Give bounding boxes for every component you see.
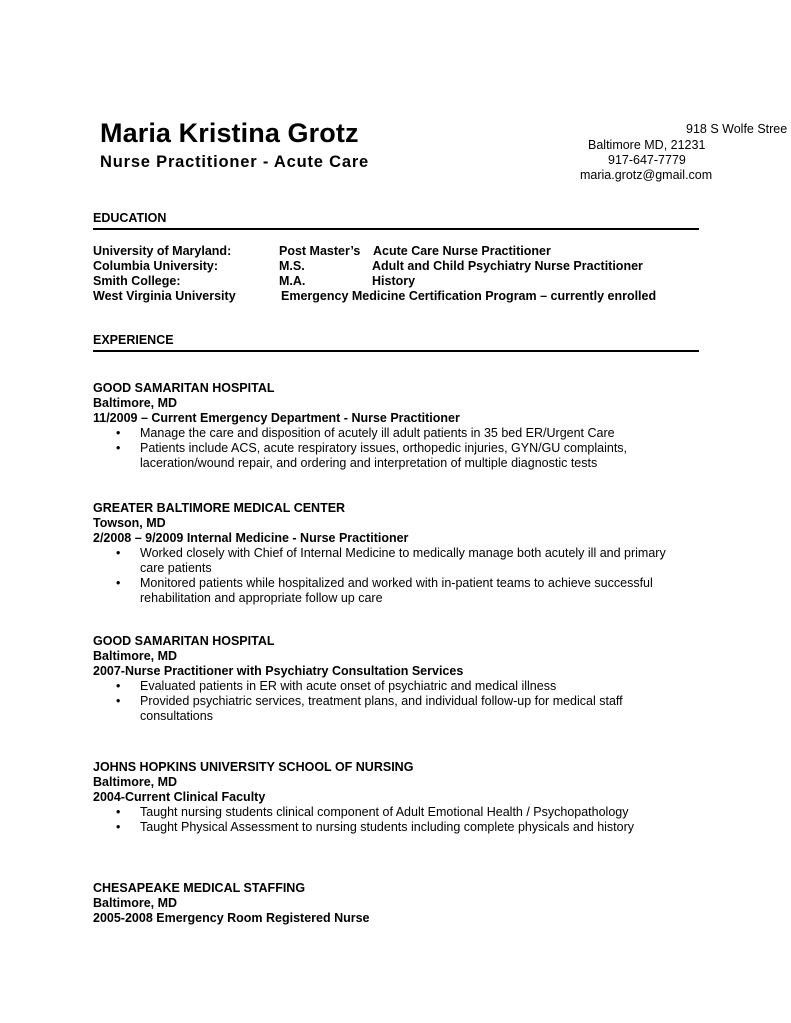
list-item <box>93 426 670 441</box>
job-entry <box>93 381 670 471</box>
phone-number: 917-647-7779 <box>608 153 686 167</box>
bullet-icon: • <box>116 441 121 455</box>
job-bullets <box>93 805 670 835</box>
bullet-icon: • <box>116 694 121 708</box>
field-of-study: History <box>372 274 416 288</box>
education-heading: EDUCATION <box>93 211 167 225</box>
degree: M.S. <box>279 259 305 273</box>
education-row <box>93 259 713 274</box>
job-bullets <box>93 679 670 724</box>
job-entry <box>93 881 370 926</box>
bullet-text: Provided psychiatric services, treatment plans, and individual follow-up for medical staff consultations <box>140 694 623 723</box>
employer-name: GOOD SAMARITAN HOSPITAL <box>93 634 275 648</box>
job-entry <box>93 501 670 606</box>
experience-divider <box>93 350 699 352</box>
bullet-text: Patients include ACS, acute respiratory issues, orthopedic injuries, GYN/GU complaints, laceration/wound repair, and ordering and interpretation of multiple diagnostic tests <box>140 441 628 470</box>
bullet-text: Monitored patients while hospitalized and worked with in-patient teams to achieve successful rehabilitation and appropriate follow up care <box>140 576 653 605</box>
bullet-icon: • <box>116 546 121 560</box>
bullet-text: Manage the care and disposition of acutely ill adult patients in 35 bed ER/Urgent Care <box>140 426 615 440</box>
employer-name: GREATER BALTIMORE MEDICAL CENTER <box>93 501 346 515</box>
list-item <box>93 679 670 694</box>
field-of-study: Emergency Medicine Certification Program – currently enrolled <box>281 289 657 303</box>
employer-name: JOHNS HOPKINS UNIVERSITY SCHOOL OF NURSING <box>93 760 414 774</box>
school-name: Smith College: <box>93 274 181 288</box>
degree: Post Master’s <box>279 244 361 258</box>
candidate-name: Maria Kristina Grotz <box>100 118 359 148</box>
job-entry <box>93 760 670 835</box>
experience-heading: EXPERIENCE <box>93 333 174 347</box>
job-role: 11/2009 – Current Emergency Department - Nurse Practitioner <box>93 411 460 425</box>
job-location: Baltimore, MD <box>93 896 178 910</box>
job-location: Baltimore, MD <box>93 649 178 663</box>
job-location: Baltimore, MD <box>93 396 178 410</box>
list-item <box>93 820 670 835</box>
list-item <box>93 441 670 471</box>
education-row <box>93 289 713 304</box>
bullet-text: Worked closely with Chief of Internal Medicine to medically manage both acutely ill and primary care patients <box>140 546 666 575</box>
bullet-icon: • <box>116 426 121 440</box>
email-address: maria.grotz@gmail.com <box>580 168 713 182</box>
bullet-text: Taught nursing students clinical component of Adult Emotional Health / Psychopathology <box>140 805 629 819</box>
job-location: Towson, MD <box>93 516 166 530</box>
education-divider <box>93 228 699 230</box>
bullet-icon: • <box>116 576 121 590</box>
address-line-2: Baltimore MD, 21231 <box>588 138 706 152</box>
degree: M.A. <box>279 274 306 288</box>
address-line-1: 918 S Wolfe Stree <box>686 122 788 136</box>
education-row <box>93 274 713 289</box>
list-item <box>93 805 670 820</box>
school-name: West Virginia University <box>93 289 236 303</box>
list-item <box>93 546 670 576</box>
job-role: 2007-Nurse Practitioner with Psychiatry Consultation Services <box>93 664 464 678</box>
bullet-icon: • <box>116 820 121 834</box>
employer-name: CHESAPEAKE MEDICAL STAFFING <box>93 881 306 895</box>
school-name: Columbia University: <box>93 259 219 273</box>
bullet-text: Taught Physical Assessment to nursing students including complete physicals and history <box>140 820 635 834</box>
job-role: 2005-2008 Emergency Room Registered Nurse <box>93 911 370 925</box>
job-entry <box>93 634 670 724</box>
education-row <box>93 244 713 259</box>
employer-name: GOOD SAMARITAN HOSPITAL <box>93 381 275 395</box>
school-name: University of Maryland: <box>93 244 232 258</box>
bullet-text: Evaluated patients in ER with acute onset of psychiatric and medical illness <box>140 679 557 693</box>
list-item <box>93 576 670 606</box>
job-location: Baltimore, MD <box>93 775 178 789</box>
field-of-study: Adult and Child Psychiatry Nurse Practitioner <box>372 259 643 273</box>
job-bullets <box>93 426 670 471</box>
job-role: 2/2008 – 9/2009 Internal Medicine - Nurse Practitioner <box>93 531 409 545</box>
job-role: 2004-Current Clinical Faculty <box>93 790 266 804</box>
job-bullets <box>93 546 670 606</box>
bullet-icon: • <box>116 679 121 693</box>
list-item <box>93 694 670 724</box>
bullet-icon: • <box>116 805 121 819</box>
field-of-study: Acute Care Nurse Practitioner <box>373 244 551 258</box>
candidate-title: Nurse Practitioner - Acute Care <box>100 153 370 171</box>
